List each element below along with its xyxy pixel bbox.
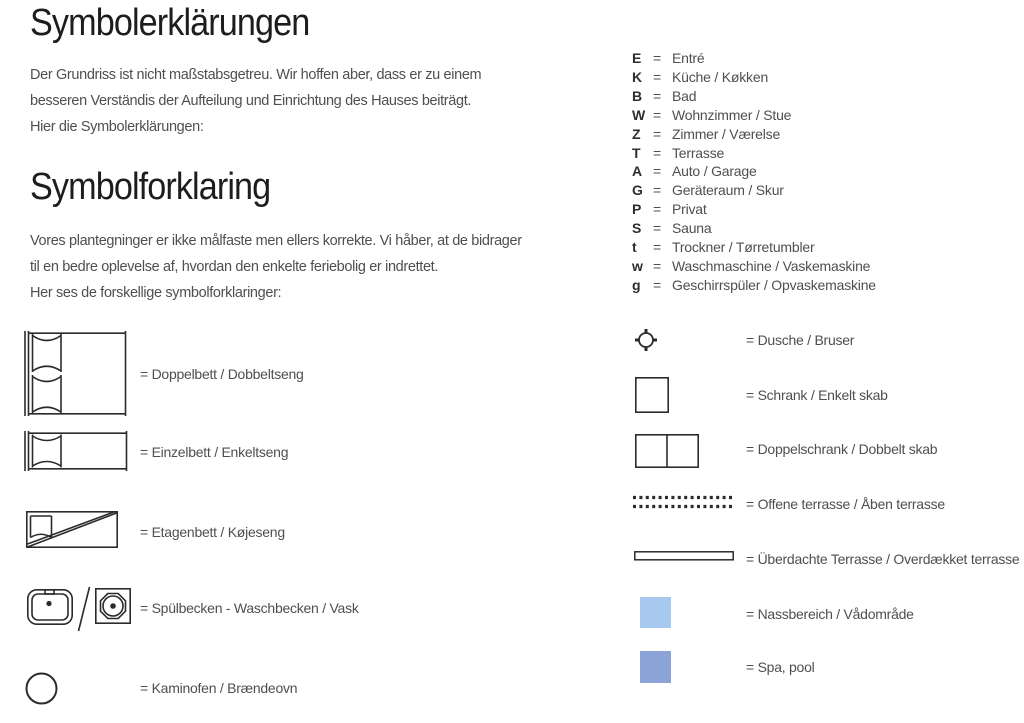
abbreviation-label: Geschirrspüler / Opvaskemaskine (672, 276, 876, 293)
equals-sign: = (653, 220, 661, 237)
abbreviation-letter: g (632, 276, 641, 293)
legend-label-double-cabinet: = Doppelschrank / Dobbelt skab (746, 441, 938, 457)
single-cabinet-icon (635, 377, 669, 413)
abbreviation-label: Entré (672, 50, 705, 67)
abbreviation-letter: K (632, 69, 642, 86)
equals-sign: = (653, 144, 661, 161)
abbreviation-letter: B (632, 88, 642, 105)
abbreviation-row-shed (632, 181, 876, 200)
washbasin-icon (95, 587, 131, 625)
danish-intro-line: Vores plantegninger er ikke målfaste men ellers korrekte. Vi håber, at de bidrager (30, 233, 522, 249)
abbreviation-label: Geräteraum / Skur (672, 182, 784, 199)
abbreviation-letter: S (632, 220, 642, 237)
equals-sign: = (653, 88, 661, 105)
legend-label-sink: = Spülbecken - Waschbecken / Vask (140, 600, 359, 616)
equals-sign: = (653, 182, 661, 199)
abbreviation-letter: G (632, 182, 643, 199)
equals-sign: = (653, 201, 661, 218)
legend-label-wood-stove: = Kaminofen / Brændeovn (140, 680, 298, 696)
abbreviation-row-sauna (632, 219, 876, 238)
abbreviation-row-entree (632, 49, 876, 68)
abbreviation-list (632, 49, 876, 294)
legend-label-spa-pool: = Spa, pool (746, 659, 815, 675)
legend-label-single-cabinet: = Schrank / Enkelt skab (746, 387, 888, 403)
abbreviation-row-dishwasher (632, 275, 876, 294)
german-intro-line: Hier die Symbolerklärungen: (30, 119, 204, 135)
abbreviation-letter: A (632, 163, 642, 180)
abbreviation-letter: W (632, 106, 646, 123)
abbreviation-letter: E (632, 50, 642, 67)
legend-label-double-bed: = Doppelbett / Dobbeltseng (140, 366, 304, 382)
legend-label-bunk-bed: = Etagenbett / Køjeseng (140, 524, 285, 540)
shower-icon (634, 328, 658, 352)
abbreviation-label: Wohnzimmer / Stue (672, 106, 792, 123)
equals-sign: = (653, 276, 661, 293)
german-title: Symbolerklärungen (30, 2, 310, 44)
abbreviation-row-garage (632, 162, 876, 181)
double-cabinet-icon (635, 434, 699, 468)
abbreviation-row-room (632, 124, 876, 143)
danish-intro-line: Her ses de forskellige symbolforklaringer: (30, 285, 282, 301)
abbreviation-row-terrace (632, 143, 876, 162)
abbreviation-label: Waschmaschine / Vaskemaskine (672, 257, 871, 274)
abbreviation-label: Bad (672, 88, 697, 105)
open-terrace-icon (633, 495, 733, 509)
wood-stove-icon (25, 672, 58, 705)
danish-intro (30, 228, 522, 306)
abbreviation-letter: t (632, 238, 637, 255)
legend-label-covered-terrace: = Überdachte Terrasse / Overdækket terrasse (746, 551, 1020, 567)
legend-label-wet-area: = Nassbereich / Vådområde (746, 606, 914, 622)
equals-sign: = (653, 125, 661, 142)
covered-terrace-icon (634, 551, 734, 561)
spa-pool-swatch (640, 651, 671, 683)
abbreviation-label: Terrasse (672, 144, 725, 161)
abbreviation-row-private (632, 200, 876, 219)
double-bed-icon (24, 331, 128, 416)
abbreviation-letter: T (632, 144, 641, 161)
equals-sign: = (653, 238, 661, 255)
equals-sign: = (653, 69, 661, 86)
slash-separator (77, 586, 91, 632)
abbreviation-letter: w (632, 257, 643, 274)
abbreviation-letter: P (632, 201, 642, 218)
legend-label-shower: = Dusche / Bruser (746, 332, 855, 348)
equals-sign: = (653, 50, 661, 67)
abbreviation-label: Auto / Garage (672, 163, 757, 180)
abbreviation-letter: Z (632, 125, 641, 142)
single-bed-icon (24, 431, 130, 471)
wet-area-swatch (640, 597, 671, 628)
abbreviation-label: Zimmer / Værelse (672, 125, 781, 142)
danish-title: Symbolforklaring (30, 166, 271, 208)
german-intro-line: Der Grundriss ist nicht maßstabsgetreu. Wir hoffen aber, dass er zu einem (30, 67, 482, 83)
abbreviation-row-washer (632, 256, 876, 275)
abbreviation-row-kitchen (632, 68, 876, 87)
abbreviation-row-livingroom (632, 106, 876, 125)
abbreviation-label: Privat (672, 201, 707, 218)
sink-icon (27, 589, 73, 625)
german-intro (30, 62, 481, 140)
bunk-bed-icon (26, 511, 118, 548)
equals-sign: = (653, 257, 661, 274)
german-intro-line: besseren Verständis der Aufteilung und Einrichtung des Hauses beiträgt. (30, 93, 472, 109)
legend-label-open-terrace: = Offene terrasse / Åben terrasse (746, 496, 945, 512)
abbreviation-label: Küche / Køkken (672, 69, 769, 86)
abbreviation-row-bath (632, 87, 876, 106)
abbreviation-label: Sauna (672, 220, 712, 237)
danish-intro-line: til en bedre oplevelse af, hvordan den enkelte feriebolig er indrettet. (30, 259, 439, 275)
abbreviation-row-dryer (632, 237, 876, 256)
equals-sign: = (653, 163, 661, 180)
equals-sign: = (653, 106, 661, 123)
legend-label-single-bed: = Einzelbett / Enkeltseng (140, 444, 289, 460)
abbreviation-label: Trockner / Tørretumbler (672, 238, 815, 255)
